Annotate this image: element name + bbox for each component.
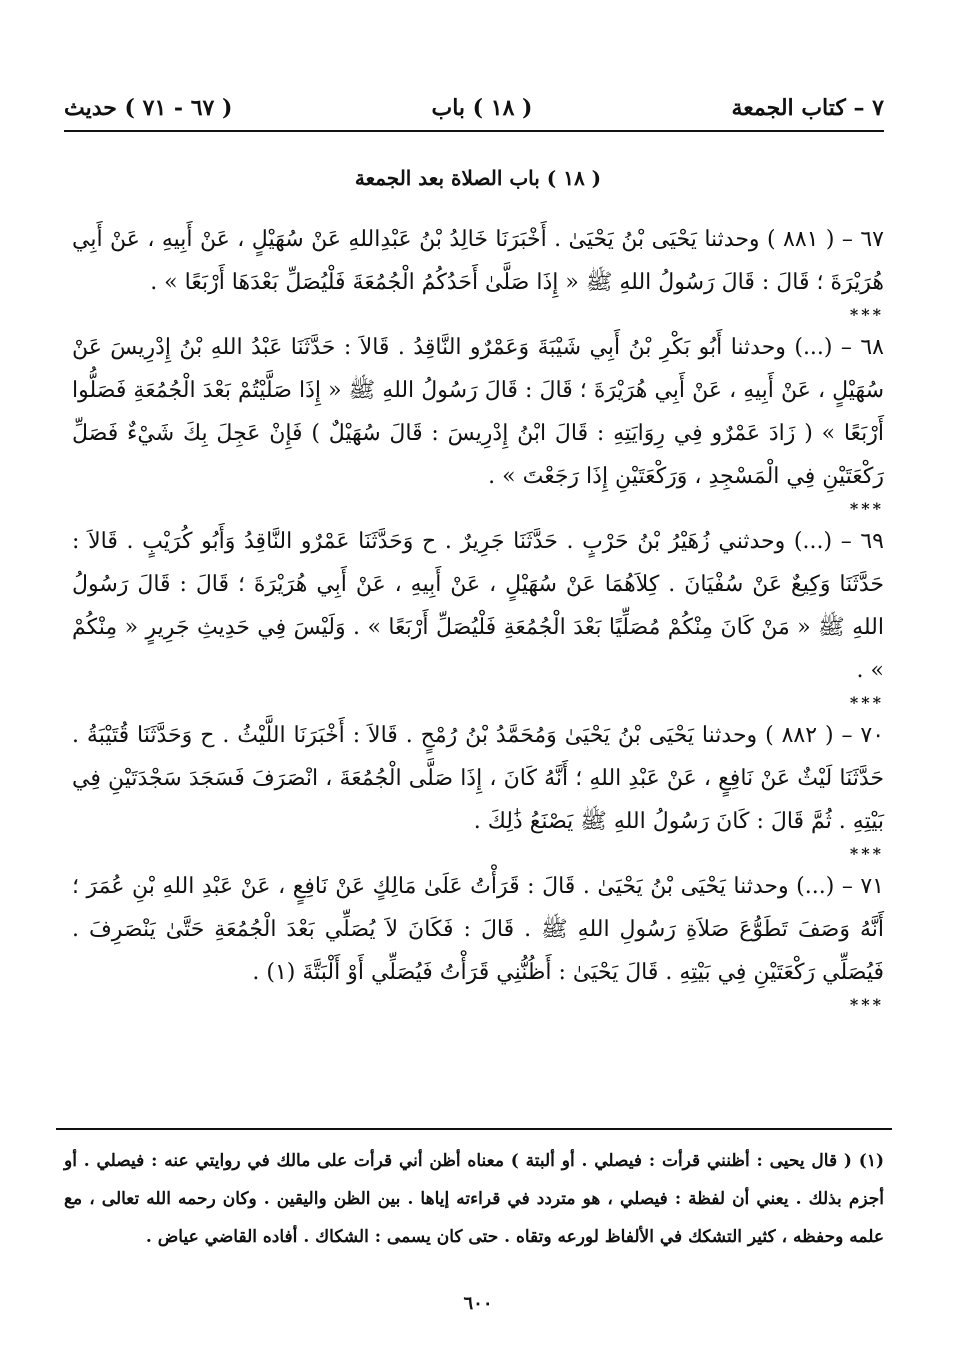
hadith-71: ٧١ – (...) وحدثنا يَحْيَى بْنُ يَحْيَىٰ . قَالَ : قَرَأْتُ عَلَىٰ مَالِكٍ عَنْ نَافِعٍ ، عَنْ عَبْدِ اللهِ بْنِ عُمَرَ ؛ أَنَّهُ وَصَفَ تَطَوُّعَ صَلاَةِ رَسُولِ اللهِ ﷺ . قَالَ : فَكَانَ لاَ يُصَلِّي بَعْدَ الْجُمُعَةِ حَتَّىٰ يَنْصَرِفَ . فَيُصَلِّي رَكْعَتَيْنِ فِي بَيْتِهِ . قَالَ يَحْيَىٰ : أَظُنُّنِي قَرَأْتُ فَيُصَلِّي أَوْ أَلْبَتَّةَ (١) . [72,874,884,985]
separator: *** [849,693,884,712]
footnote-divider [56,1128,892,1130]
separator: *** [849,305,884,324]
hadith-68: ٦٨ – (...) وحدثنا أَبُو بَكْرِ بْنُ أَبِي شَيْبَةَ وَعَمْرٌو النَّاقِدُ . قَالاَ : حَدَّثَنَا عَبْدُ اللهِ بْنُ إِدْرِيسَ عَنْ سُهَيْلٍ ، عَنْ أَبِيهِ ، عَنْ أَبِي هُرَيْرَةَ ؛ قَالَ : قَالَ رَسُولُ اللهِ ﷺ « إِذَا صَلَّيْتُمْ بَعْدَ الْجُمُعَةِ فَصَلُّوا أَرْبَعًا » ( زَادَ عَمْرٌو فِي رِوَايَتِهِ : قَالَ ابْنُ إِدْرِيسَ : قَالَ سُهَيْلٌ ) فَإِنْ عَجِلَ بِكَ شَيْءٌ فَصَلِّ رَكْعَتَيْنِ فِي الْمَسْجِدِ ، وَرَكْعَتَيْنِ إِذَا رَجَعْتَ » . [72,335,884,489]
chapter-title: ( ١٨ ) باب الصلاة بعد الجمعة [354,166,602,190]
running-header [64,86,884,132]
hadith-body [72,218,884,1016]
header-book-title: ٧ – كتاب الجمعة [731,95,884,121]
hadith-70: ٧٠ – ( ٨٨٢ ) وحدثنا يَحْيَى بْنُ يَحْيَىٰ وَمُحَمَّدُ بْنُ رُمْحٍ . قَالاَ : أَخْبَرَنَا اللَّيْثُ . ح وَحَدَّثَنَا قُتَيْبَةُ . حَدَّثَنَا لَيْثٌ عَنْ نَافِعٍ ، عَنْ عَبْدِ اللهِ ؛ أَنَّهُ كَانَ ، إِذَا صَلَّى الْجُمُعَةَ ، انْصَرَفَ فَسَجَدَ سَجْدَتَيْنِ فِي بَيْتِهِ . ثُمَّ قَالَ : كَانَ رَسُولُ اللهِ ﷺ يَصْنَعُ ذَٰلِكَ . [72,723,885,834]
hadith-67: ٦٧ – ( ٨٨١ ) وحدثنا يَحْيَى بْنُ يَحْيَىٰ . أَخْبَرَنَا خَالِدُ بْنُ عَبْدِاللهِ عَنْ سُهَيْلٍ ، عَنْ أَبِيهِ ، عَنْ أَبِي هُرَيْرَةَ ؛ قَالَ : قَالَ رَسُولُ اللهِ ﷺ « إِذَا صَلَّىٰ أَحَدُكُمُ الْجُمُعَةَ فَلْيُصَلِّ بَعْدَهَا أَرْبَعًا » . [72,227,884,295]
header-chapter: ( ١٨ ) باب [431,95,533,121]
hadith-69: ٦٩ – (...) وحدثني زُهَيْرُ بْنُ حَرْبٍ . حَدَّثَنَا جَرِيرٌ . ح وَحَدَّثَنَا عَمْرٌو النَّاقِدُ وَأَبُو كُرَيْبٍ . قَالاَ : حَدَّثَنَا وَكِيعٌ عَنْ سُفْيَانَ . كِلاَهُمَا عَنْ سُهَيْلٍ ، عَنْ أَبِيهِ ، عَنْ أَبِي هُرَيْرَةَ ؛ قَالَ : قَالَ رَسُولُ اللهِ ﷺ « مَنْ كَانَ مِنْكُمْ مُصَلِّيًا بَعْدَ الْجُمُعَةِ فَلْيُصَلِّ أَرْبَعًا » . وَلَيْسَ فِي حَدِيثِ جَرِيرٍ « مِنْكُمْ » . [72,529,884,683]
separator: *** [849,499,884,518]
separator: *** [849,995,884,1014]
page-number: ٦٠٠ [463,1293,493,1314]
header-hadith-range: ( ٦٧ - ٧١ ) حديث [64,95,233,121]
footnote: (١) ( قال يحيى : أظنني قرأت : فيصلي . أو ألبتة ) معناه أظن أني قرأت على مالك في روايتي عنه : فيصلي . أو أجزم بذلك . يعني أن لفظة : فيصلي ، هو متردد في قراءته إياها . بين الظن واليقين . وكان رحمه الله تعالى ، مع علمه وحفظه ، كثير التشكك في الألفاظ لورعه وتقاه . حتى كان يسمى : الشكاك . أفاده القاضي عياض . [64,1151,884,1247]
separator: *** [849,844,884,863]
